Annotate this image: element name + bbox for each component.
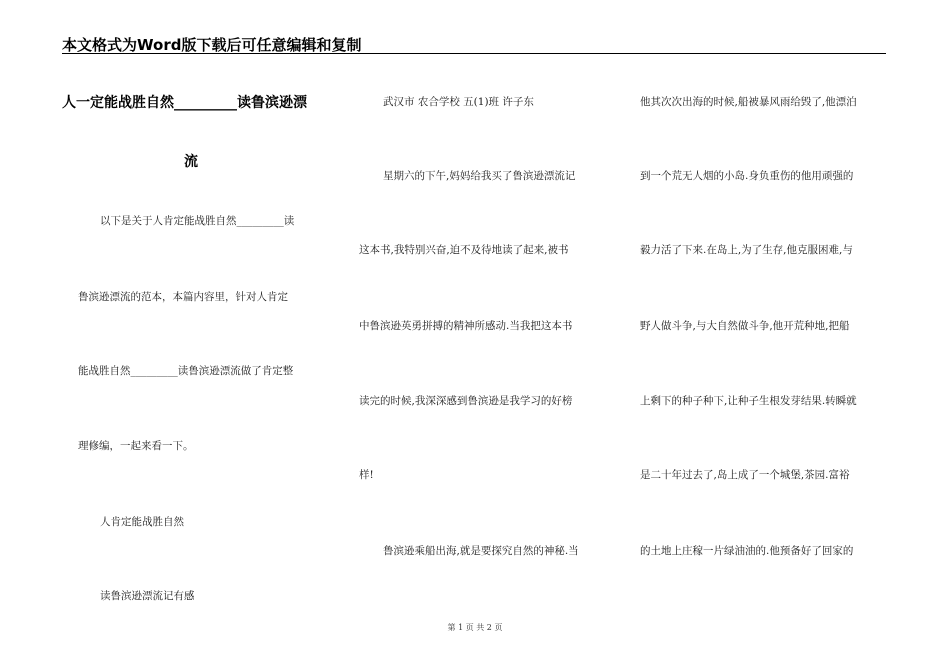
col3-line: 野人做斗争,与大自然做斗争,他开荒种地,把船	[640, 320, 850, 332]
col2-line: 样!	[359, 469, 374, 481]
article-title: 人一定能战胜自然_________读鲁滨逊漂	[62, 95, 307, 111]
col2-line: 这本书,我特别兴奋,迫不及待地读了起来,被书	[359, 244, 569, 256]
col1-line: 鲁滨逊漂流的范本，本篇内容里，针对人肯定	[78, 291, 288, 303]
header-divider	[62, 53, 886, 54]
col3-line: 到一个荒无人烟的小岛.身负重伤的他用顽强的	[640, 170, 854, 182]
col2-line: 武汉市 农合学校 五(1)班 许子东	[383, 96, 534, 108]
col2-line: 星期六的下午,妈妈给我买了鲁滨逊漂流记	[383, 170, 576, 182]
col2-line: 读完的时候,我深深感到鲁滨逊是我学习的好榜	[359, 395, 573, 407]
col2-line: 鲁滨逊乘船出海,就是要探究自然的神秘.当	[383, 545, 579, 557]
page-number-footer: 第 1 页 共 2 页	[447, 623, 503, 632]
col1-line: 能战胜自然_________读鲁滨逊漂流做了肯定整	[78, 365, 294, 377]
article-title-continued: 流	[184, 154, 198, 170]
col1-line: 读鲁滨逊漂流记有感	[100, 590, 195, 602]
document-header: 本文格式为Word版下载后可任意编辑和复制	[62, 36, 362, 54]
col3-line: 毅力活了下来.在岛上,为了生存,他克服困难,与	[640, 244, 853, 256]
col3-line: 上剩下的种子种下,让种子生根发芽结果.转瞬就	[640, 395, 857, 407]
col3-line: 他其次次出海的时候,船被暴风雨给毁了,他漂泊	[640, 96, 857, 108]
col1-line: 人肯定能战胜自然	[100, 516, 184, 528]
col2-line: 中鲁滨逊英勇拼搏的精神所感动.当我把这本书	[359, 320, 573, 332]
col1-line: 理修编，一起来看一下。	[78, 440, 194, 452]
col1-line: 以下是关于人肯定能战胜自然_________读	[100, 215, 295, 227]
col3-line: 的土地上庄稼一片绿油油的.他预备好了回家的	[640, 545, 854, 557]
col3-line: 是二十年过去了,岛上成了一个城堡,茶园.富裕	[640, 469, 850, 481]
